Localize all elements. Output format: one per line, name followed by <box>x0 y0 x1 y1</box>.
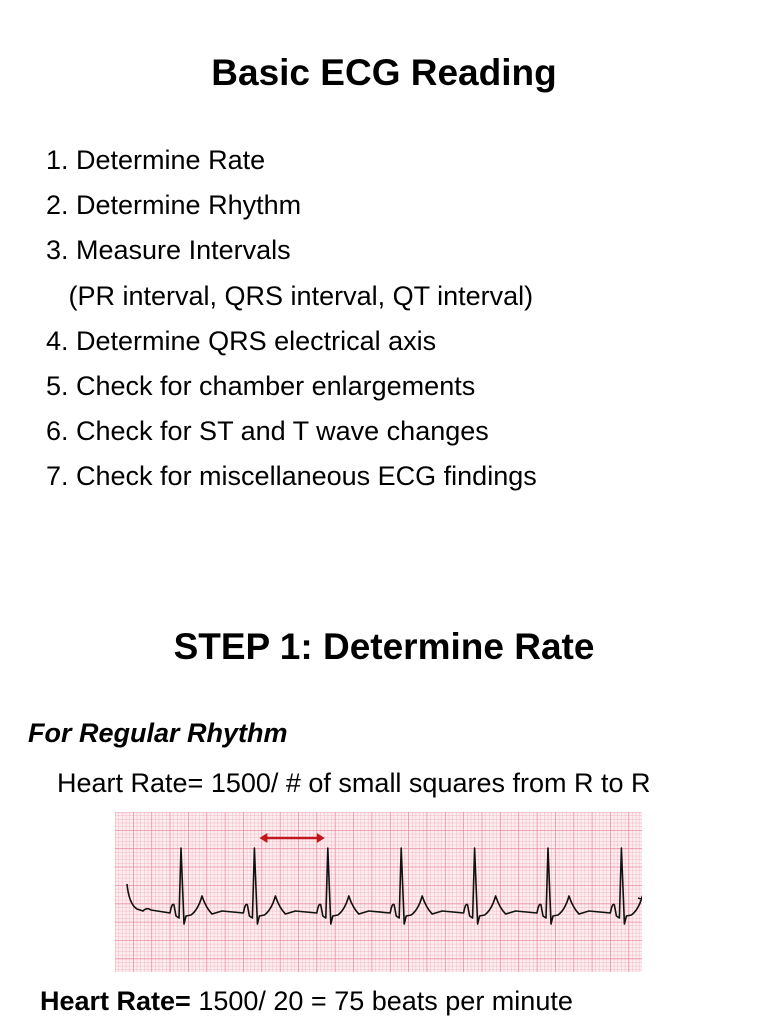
subtitle: For Regular Rhythm <box>28 718 288 748</box>
result <box>40 986 573 1017</box>
steps-list <box>46 138 537 500</box>
list-item: 4. Determine QRS electrical axis <box>46 325 437 356</box>
result-value: 1500/ 20 = 75 beats per minute <box>190 986 573 1016</box>
list-item: 3. Measure Intervals <box>46 235 291 266</box>
step-title: STEP 1: Determine Rate <box>173 626 595 667</box>
formula: Heart Rate= 1500/ # of small squares from R to R <box>57 768 651 798</box>
list-item: 6. Check for ST and T wave changes <box>46 416 489 447</box>
list-item: 1. Determine Rate <box>46 145 266 175</box>
list-item: (PR interval, QRS interval, QT interval) <box>46 280 534 311</box>
list-item: 2. Determine Rhythm <box>46 190 302 221</box>
list-item: 7. Check for miscellaneous ECG findings <box>46 461 537 492</box>
list-item: 5. Check for chamber enlargements <box>46 371 476 402</box>
result-label: Heart Rate= <box>40 986 191 1016</box>
ecg-strip <box>115 812 642 972</box>
page-title: Basic ECG Reading <box>211 52 557 93</box>
